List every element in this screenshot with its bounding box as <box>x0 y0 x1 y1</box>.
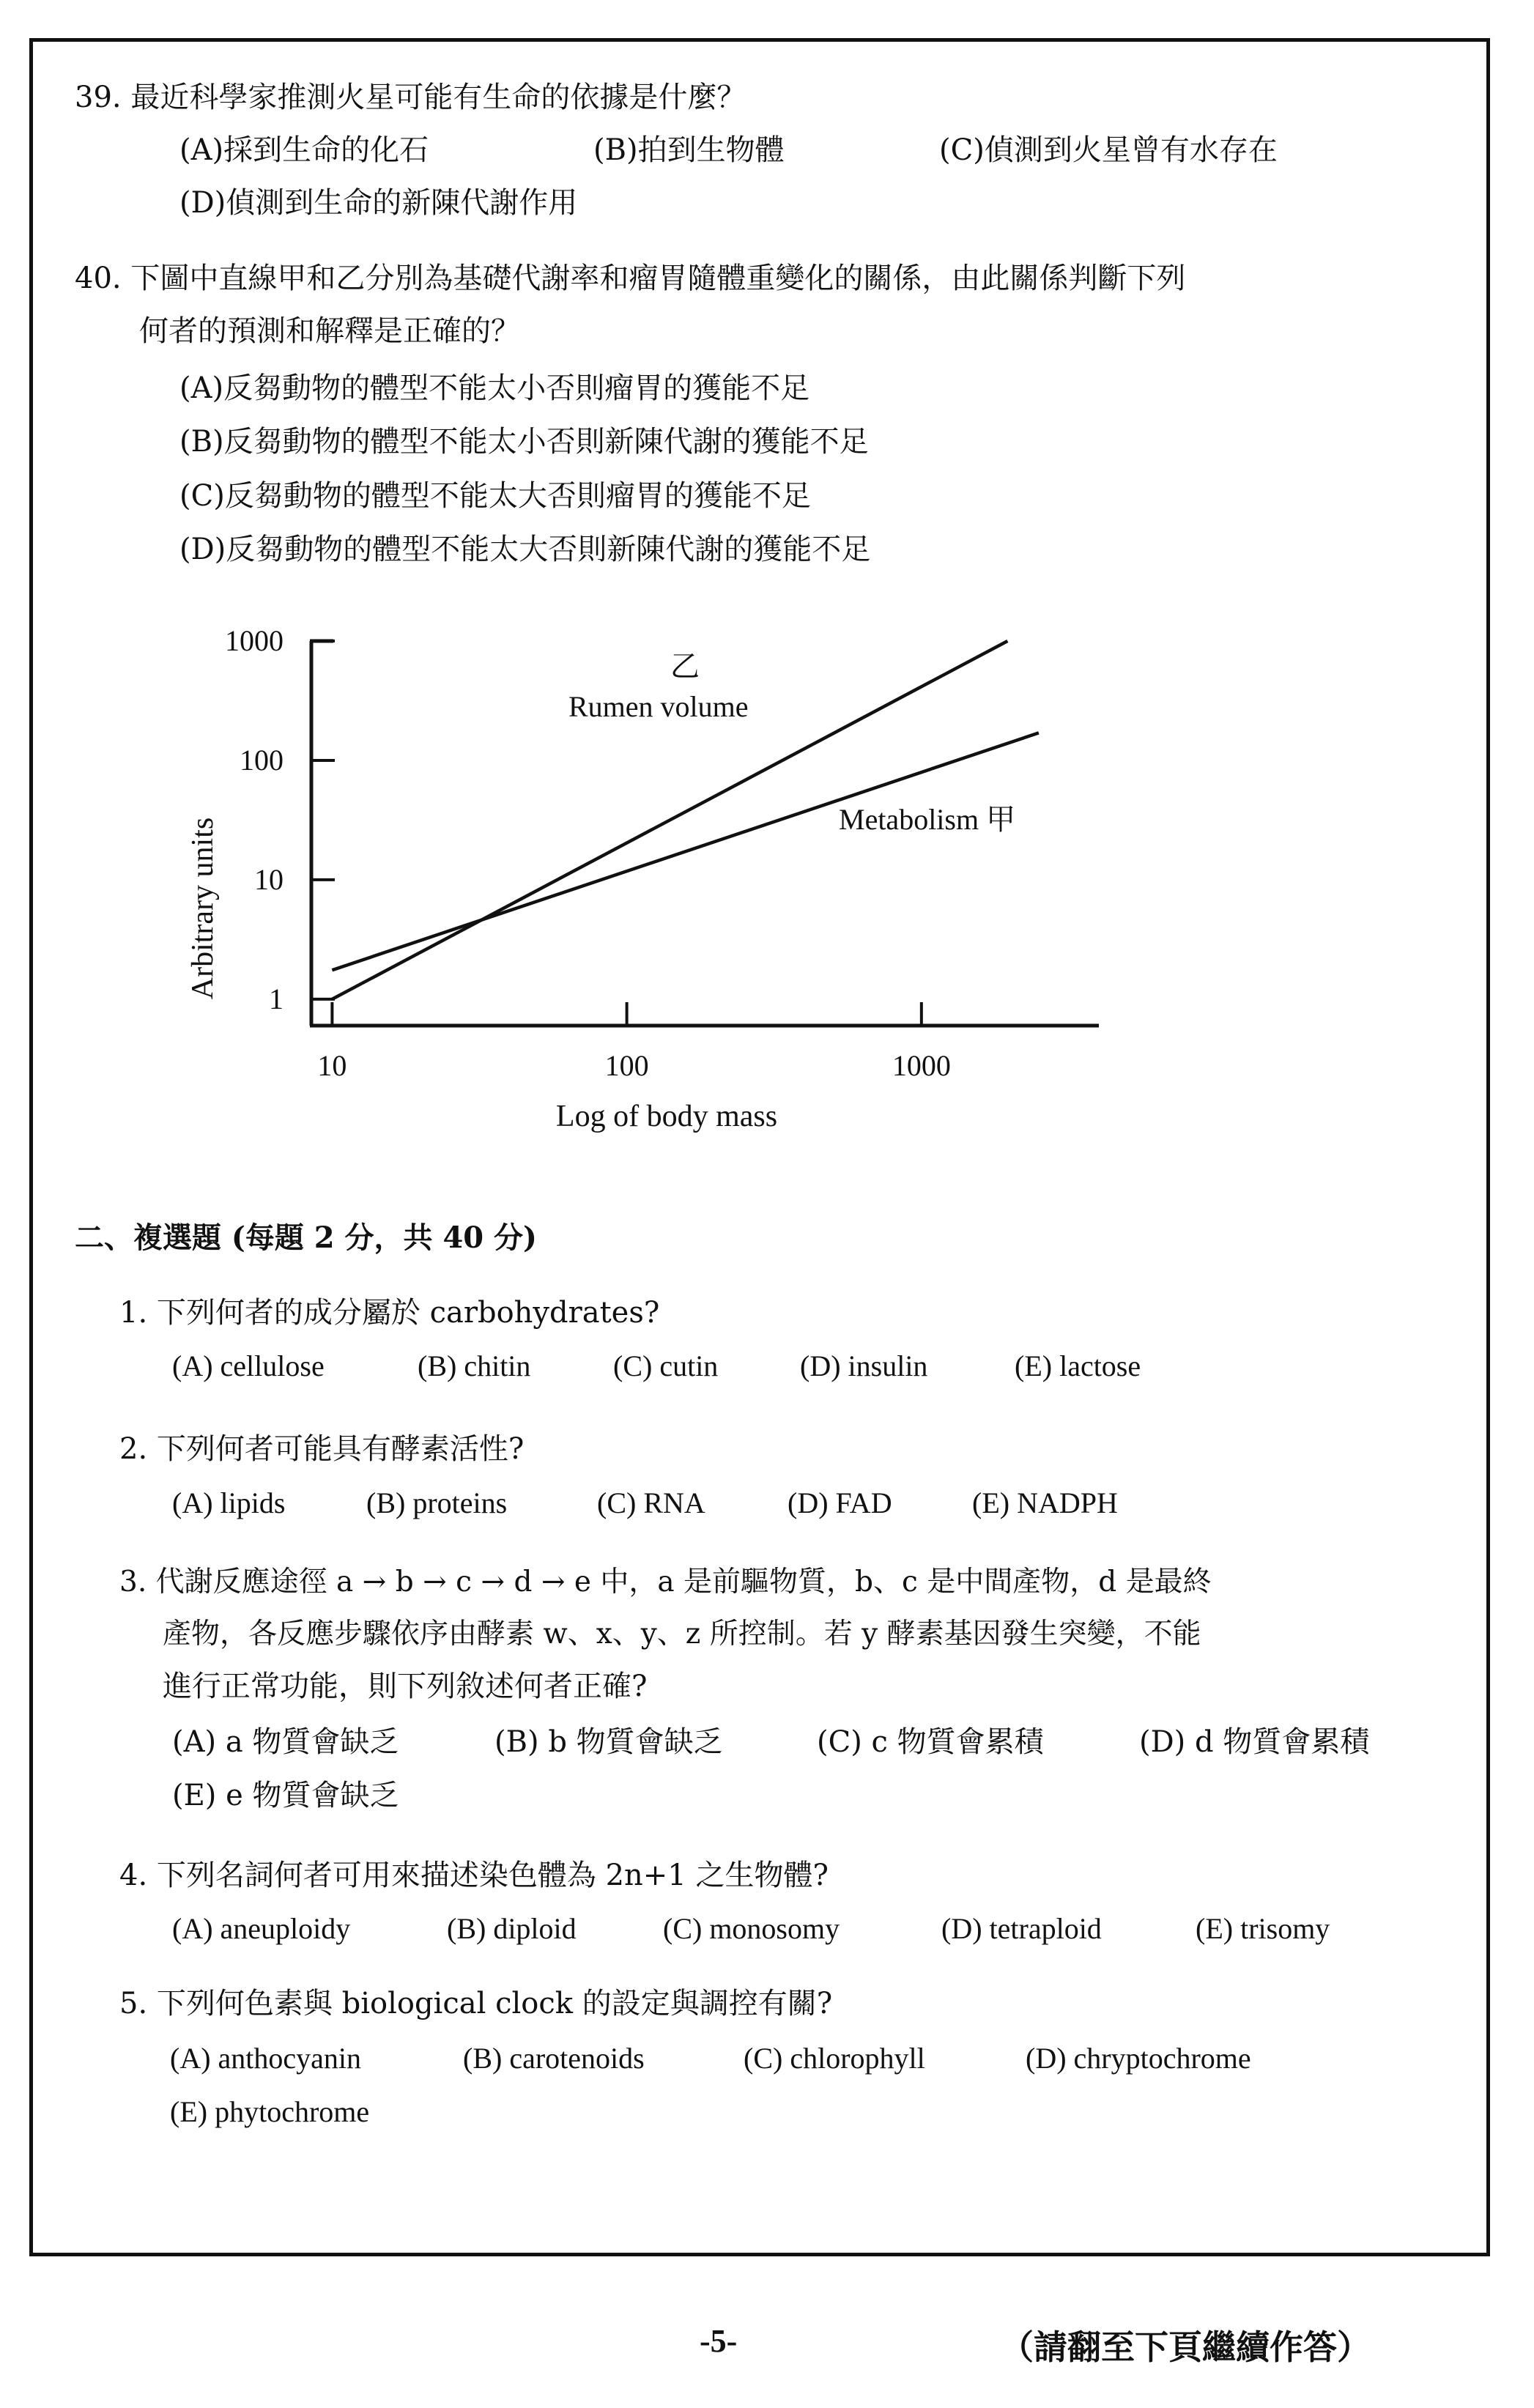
mq4-option-c: (C) monosomy <box>663 1912 840 1945</box>
y-tick-label: 1000 <box>225 624 284 657</box>
mq3-option-b: (B) b 物質會缺乏 <box>494 1725 723 1759</box>
mq4-stem: 4. 下列名詞何者可用來描述染色體為 2n+1 之生物體? <box>119 1859 829 1892</box>
mq2-option-e: (E) NADPH <box>972 1486 1118 1519</box>
mq3-stem-line2: 產物，各反應步驟依序由酵素 w、x、y、z 所控制。若 y 酵素基因發生突變，不能 <box>163 1618 1201 1651</box>
x-tick-label: 1000 <box>892 1049 951 1082</box>
y-axis <box>310 641 333 1026</box>
rumen-tag: 乙 <box>670 650 700 683</box>
mq5-option-d: (D) chryptochrome <box>1026 2042 1251 2075</box>
mq5-stem: 5. 下列何色素與 biological clock 的設定與調控有關? <box>119 1987 833 2020</box>
q39-option-b: (B)拍到生物體 <box>593 133 785 167</box>
mq2-option-c: (C) RNA <box>597 1486 705 1519</box>
mq3-stem-line3: 進行正常功能，則下列敘述何者正確? <box>163 1670 648 1703</box>
q39-option-c: (C)偵測到火星曾有水存在 <box>939 133 1278 167</box>
mq4-option-b: (B) diploid <box>447 1912 577 1945</box>
q39-option-d: (D)偵測到生命的新陳代謝作用 <box>179 186 578 220</box>
q39-option-a: (A)採到生命的化石 <box>179 133 429 167</box>
mq3-option-a: (A) a 物質會缺乏 <box>172 1725 399 1759</box>
mq5-option-e: (E) phytochrome <box>170 2095 370 2128</box>
mq3-stem-line1: 3. 代謝反應途徑 a → b → c → d → e 中，a 是前驅物質，b、c 是中間產物，d 是最終 <box>119 1566 1212 1598</box>
y-axis-label: Arbitrary units <box>186 817 220 1000</box>
mq5-option-c: (C) chlorophyll <box>744 2042 925 2075</box>
x-axis-label: Log of body mass <box>555 1100 778 1133</box>
metab-label: Metabolism 甲 <box>839 803 1016 836</box>
section2-title: 二、複選題 (每題 2 分，共 40 分) <box>75 1220 537 1255</box>
q40-option-b: (B)反芻動物的體型不能太小否則新陳代謝的獲能不足 <box>179 425 869 459</box>
metabolism-line <box>332 733 1039 970</box>
mq3-option-d: (D) d 物質會累積 <box>1139 1725 1370 1759</box>
mq4-option-a: (A) aneuploidy <box>172 1912 351 1945</box>
x-tick-label: 10 <box>317 1049 347 1082</box>
q40-chart <box>168 619 1121 1146</box>
mq3-option-c: (C) c 物質會累積 <box>817 1725 1044 1759</box>
mq3-option-e: (E) e 物質會缺乏 <box>172 1779 399 1812</box>
y-tick-label: 100 <box>240 743 284 777</box>
mq2-option-d: (D) FAD <box>788 1486 892 1519</box>
rumen-label: Rumen volume <box>568 690 749 723</box>
mq2-stem: 2. 下列何者可能具有酵素活性? <box>119 1432 525 1466</box>
mq2-option-a: (A) lipids <box>172 1486 286 1519</box>
mq1-option-e: (E) lactose <box>1015 1349 1141 1382</box>
mq5-option-b: (B) carotenoids <box>463 2042 645 2075</box>
mq1-option-d: (D) insulin <box>800 1349 928 1382</box>
mq2-option-b: (B) proteins <box>366 1486 508 1519</box>
q40-option-c: (C)反芻動物的體型不能太大否則瘤胃的獲能不足 <box>179 479 811 513</box>
mq5-option-a: (A) anthocyanin <box>170 2042 362 2075</box>
continue-note: （請翻至下頁繼續作答） <box>1000 2327 1371 2367</box>
y-tick-label: 1 <box>269 982 284 1015</box>
q39-stem: 39. 最近科學家推測火星可能有生命的依據是什麼？ <box>75 81 746 114</box>
mq1-option-a: (A) cellulose <box>172 1349 325 1382</box>
mq1-option-b: (B) chitin <box>418 1349 531 1382</box>
mq1-stem: 1. 下列何者的成分屬於 carbohydrates? <box>119 1296 660 1330</box>
page-number: -5- <box>700 2323 738 2359</box>
mq4-option-e: (E) trisomy <box>1196 1912 1330 1945</box>
mq1-option-c: (C) cutin <box>613 1349 719 1382</box>
q40-option-a: (A)反芻動物的體型不能太小否則瘤胃的獲能不足 <box>179 371 810 405</box>
q40-option-d: (D)反芻動物的體型不能太大否則新陳代謝的獲能不足 <box>179 533 871 566</box>
y-tick-label: 10 <box>254 862 284 896</box>
q40-stem-line2: 何者的預測和解釋是正確的？ <box>139 314 520 348</box>
mq4-option-d: (D) tetraploid <box>941 1912 1102 1945</box>
q40-stem-line1: 40. 下圖中直線甲和乙分別為基礎代謝率和瘤胃隨體重變化的關係，由此關係判斷下列 <box>75 262 1186 295</box>
x-tick-label: 100 <box>604 1049 649 1082</box>
